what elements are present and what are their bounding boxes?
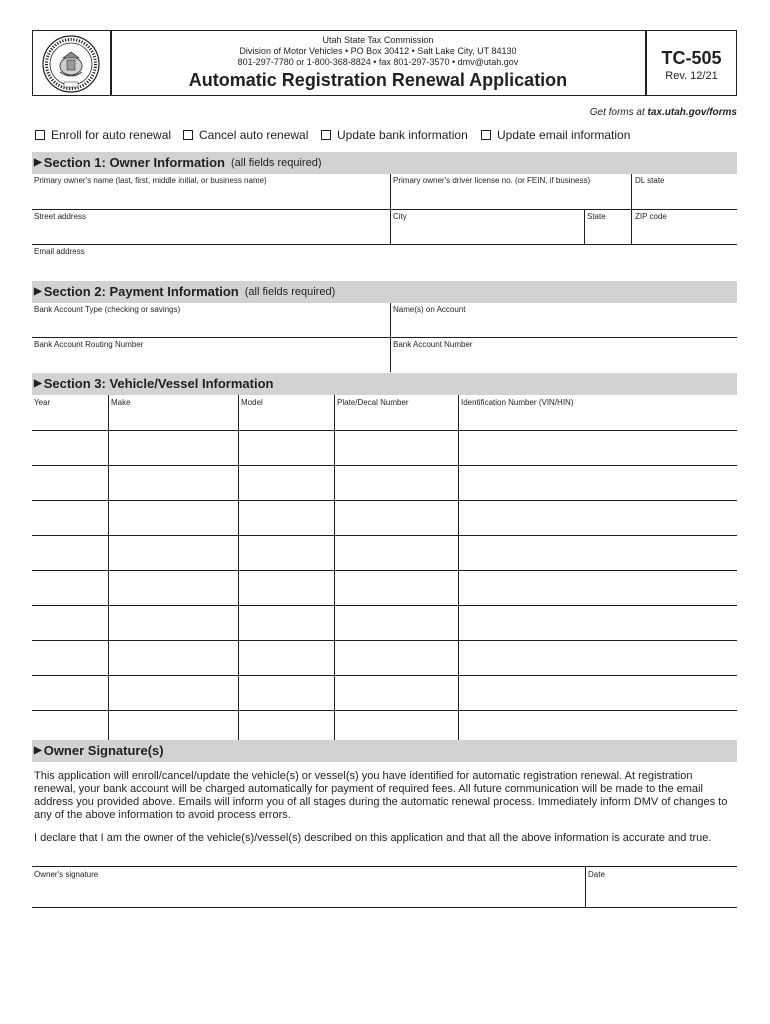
column-model: Model [241,398,263,407]
zip-code-field[interactable]: ZIP code [635,212,667,221]
signature-paragraph: This application will enroll/cancel/update the vehicle(s) or vessel(s) you have identified for automatic registration renewal. At registration renewal, your bank account will be charged automatically for payment of required fees. All future communication will be made to the email address you provided above. Emails will inform you of all stages during the automatic renewal process. Immediately inform DMV of changes to any of the above information to avoid process errors. [34,770,728,821]
contact-info: 801-297-7780 or 1-800-368-8824 • fax 801-297-3570 • dmv@utah.gov [237,57,519,67]
section2-header [32,281,737,303]
field-rule [32,866,737,867]
get-forms-note [590,107,737,118]
table-row[interactable] [32,535,737,536]
owner-signature-field[interactable]: Owner's signature [34,870,99,879]
section2-note: (all fields required) [244,285,336,298]
form-revision: Rev. 12/21 [665,70,718,82]
triangle-right-icon: ▶ [34,745,42,756]
triangle-right-icon: ▶ [34,157,42,168]
column-divider [238,395,239,740]
option-update-email[interactable] [481,128,630,142]
table-row[interactable] [32,675,737,676]
table-row[interactable] [32,430,737,431]
signature-section-header [32,740,737,762]
table-row[interactable] [32,570,737,571]
section2-title: Section 2: Payment Information [43,284,239,299]
column-make: Make [111,398,131,407]
triangle-right-icon: ▶ [34,286,42,297]
column-plate: Plate/Decal Number [337,398,409,407]
city-field[interactable]: City [393,212,407,221]
checkbox[interactable] [321,130,331,140]
column-divider [334,395,335,740]
option-label: Cancel auto renewal [199,128,309,142]
option-enroll[interactable] [35,128,171,142]
option-label: Update email information [497,128,631,142]
section3-header [32,373,737,395]
signature-title: Owner Signature(s) [43,743,164,758]
street-address-field[interactable]: Street address [34,212,87,221]
field-divider [584,209,585,245]
option-label: Update bank information [337,128,468,142]
dl-number-field[interactable]: Primary owner's driver license no. (or FEIN, if business) [393,176,591,185]
option-cancel[interactable] [183,128,308,142]
dl-state-field[interactable]: DL state [635,176,665,185]
option-update-bank[interactable] [321,128,468,142]
section3-title: Section 3: Vehicle/Vessel Information [43,376,274,391]
section1-title: Section 1: Owner Information [43,155,225,170]
table-row[interactable] [32,605,737,606]
get-forms-link[interactable]: tax.utah.gov/forms [647,107,737,118]
table-row[interactable] [32,640,737,641]
form-number: TC-505 [661,48,722,68]
section1-header [32,152,737,174]
declaration-text: I declare that I am the owner of the vehicle(s)/vessel(s) described on this application and that all the above information is accurate and true. [34,832,712,844]
triangle-right-icon: ▶ [34,378,42,389]
get-forms-prefix: Get forms at [589,107,648,118]
form-title: Automatic Registration Renewal Application [188,70,568,90]
column-divider [108,395,109,740]
agency-name: Utah State Tax Commission [322,35,434,45]
option-label: Enroll for auto renewal [51,128,172,142]
state-field[interactable]: State [587,212,606,221]
state-seal-icon [41,34,101,94]
names-on-account-field[interactable]: Name(s) on Account [393,305,466,314]
field-rule [32,337,737,338]
field-rule [32,244,737,245]
account-type-field[interactable]: Bank Account Type (checking or savings) [34,305,181,314]
email-address-field[interactable]: Email address [34,247,85,256]
section1-note: (all fields required) [231,156,322,169]
field-divider [585,866,586,907]
owner-name-field[interactable]: Primary owner's name (last, first, middle initial, or business name) [34,176,267,185]
table-row[interactable] [32,500,737,501]
routing-number-field[interactable]: Bank Account Routing Number [34,340,144,349]
field-rule [32,209,737,210]
column-vin: Identification Number (VIN/HIN) [461,398,574,407]
field-rule [32,907,737,908]
table-row[interactable] [32,710,737,711]
checkbox[interactable] [35,130,45,140]
division-address: Division of Motor Vehicles • PO Box 30412 • Salt Lake City, UT 84130 [239,46,517,56]
column-divider [458,395,459,740]
table-row[interactable] [32,465,737,466]
date-field[interactable]: Date [588,870,605,879]
column-year: Year [34,398,51,407]
checkbox[interactable] [481,130,491,140]
checkbox[interactable] [183,130,193,140]
account-number-field[interactable]: Bank Account Number [393,340,473,349]
